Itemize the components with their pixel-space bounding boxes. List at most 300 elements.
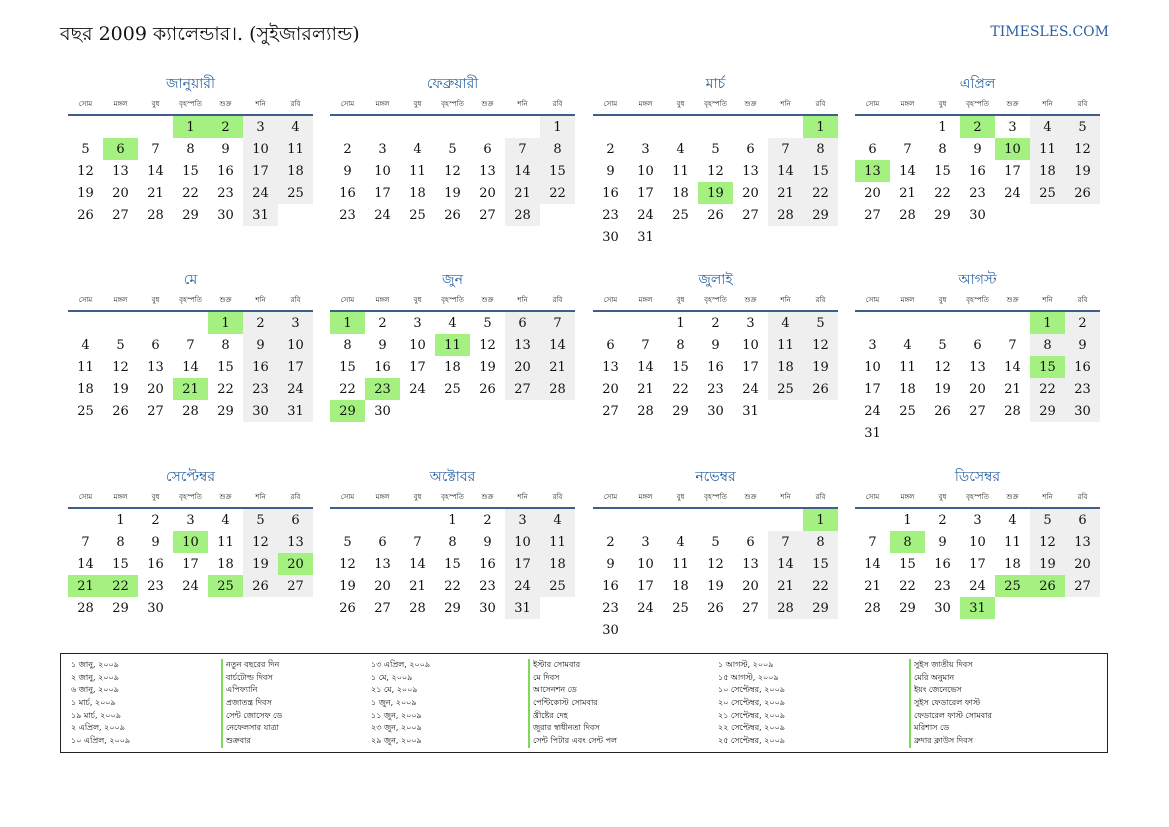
day-cell[interactable]: 16 [243, 356, 278, 378]
day-cell[interactable]: 27 [1065, 575, 1100, 597]
day-cell[interactable]: 3 [641, 141, 650, 157]
day-cell[interactable]: 5 [243, 509, 278, 531]
day-cell[interactable]: 7 [505, 138, 540, 160]
day-cell[interactable]: 29 [803, 597, 838, 619]
day-cell[interactable]: 11 [672, 163, 689, 179]
day-cell[interactable]: 5 [711, 141, 720, 157]
day-cell[interactable]: 26 [934, 403, 951, 419]
day-cell[interactable]: 20 [742, 578, 759, 594]
day-cell[interactable]: 21 [505, 182, 540, 204]
day-cell[interactable]: 12 [1065, 138, 1100, 160]
day-cell[interactable]: 22 [182, 185, 199, 201]
day-cell[interactable]: 29 [803, 204, 838, 226]
day-cell[interactable]: 21 [173, 378, 208, 400]
day-cell[interactable]: 8 [890, 531, 925, 553]
day-cell[interactable]: 28 [182, 403, 199, 419]
day-cell[interactable]: 13 [147, 359, 164, 375]
day-cell[interactable]: 20 [1065, 553, 1100, 575]
day-cell[interactable]: 27 [505, 378, 540, 400]
day-cell[interactable]: 31 [243, 204, 278, 226]
day-cell[interactable]: 12 [707, 556, 724, 572]
day-cell[interactable]: 20 [374, 578, 391, 594]
day-cell[interactable]: 3 [505, 509, 540, 531]
day-cell[interactable]: 7 [768, 531, 803, 553]
day-cell[interactable]: 25 [409, 207, 426, 223]
day-cell[interactable]: 13 [742, 556, 759, 572]
day-cell[interactable]: 2 [208, 116, 243, 138]
day-cell[interactable]: 23 [707, 381, 724, 397]
day-cell[interactable]: 8 [540, 138, 575, 160]
day-cell[interactable]: 9 [1065, 334, 1100, 356]
day-cell[interactable]: 17 [637, 185, 654, 201]
day-cell[interactable]: 27 [278, 575, 313, 597]
day-cell[interactable]: 19 [934, 381, 951, 397]
day-cell[interactable]: 27 [112, 207, 129, 223]
day-cell[interactable]: 27 [374, 600, 391, 616]
day-cell[interactable]: 29 [899, 600, 916, 616]
day-cell[interactable]: 26 [1065, 182, 1100, 204]
day-cell[interactable]: 28 [768, 597, 803, 619]
day-cell[interactable]: 16 [602, 185, 619, 201]
day-cell[interactable]: 28 [1004, 403, 1021, 419]
day-cell[interactable]: 29 [330, 400, 365, 422]
day-cell[interactable]: 25 [672, 207, 689, 223]
day-cell[interactable]: 8 [1030, 334, 1065, 356]
day-cell[interactable]: 26 [479, 381, 496, 397]
day-cell[interactable]: 16 [969, 163, 986, 179]
day-cell[interactable]: 19 [77, 185, 94, 201]
day-cell[interactable]: 7 [768, 138, 803, 160]
day-cell[interactable]: 8 [343, 337, 352, 353]
day-cell[interactable]: 17 [374, 185, 391, 201]
day-cell[interactable]: 18 [278, 160, 313, 182]
day-cell[interactable]: 18 [672, 578, 689, 594]
day-cell[interactable]: 18 [77, 381, 94, 397]
day-cell[interactable]: 28 [77, 600, 94, 616]
day-cell[interactable]: 27 [969, 403, 986, 419]
day-cell[interactable]: 9 [483, 534, 492, 550]
day-cell[interactable]: 7 [1008, 337, 1017, 353]
day-cell[interactable]: 20 [505, 356, 540, 378]
day-cell[interactable]: 1 [173, 116, 208, 138]
day-cell[interactable]: 9 [606, 556, 615, 572]
day-cell[interactable]: 22 [934, 185, 951, 201]
day-cell[interactable]: 16 [217, 163, 234, 179]
day-cell[interactable]: 5 [1065, 116, 1100, 138]
day-cell[interactable]: 14 [505, 160, 540, 182]
day-cell[interactable]: 11 [1030, 138, 1065, 160]
day-cell[interactable]: 26 [707, 600, 724, 616]
day-cell[interactable]: 24 [409, 381, 426, 397]
day-cell[interactable]: 26 [112, 403, 129, 419]
day-cell[interactable]: 15 [1030, 356, 1065, 378]
day-cell[interactable]: 9 [151, 534, 160, 550]
day-cell[interactable]: 18 [409, 185, 426, 201]
day-cell[interactable]: 11 [278, 138, 313, 160]
day-cell[interactable]: 23 [243, 378, 278, 400]
day-cell[interactable]: 29 [672, 403, 689, 419]
day-cell[interactable]: 17 [637, 578, 654, 594]
day-cell[interactable]: 20 [479, 185, 496, 201]
day-cell[interactable]: 21 [1004, 381, 1021, 397]
day-cell[interactable]: 2 [960, 116, 995, 138]
day-cell[interactable]: 4 [278, 116, 313, 138]
day-cell[interactable]: 11 [409, 163, 426, 179]
day-cell[interactable]: 30 [602, 622, 619, 638]
day-cell[interactable]: 10 [173, 531, 208, 553]
day-cell[interactable]: 5 [1030, 509, 1065, 531]
day-cell[interactable]: 3 [1008, 119, 1017, 135]
day-cell[interactable]: 25 [995, 575, 1030, 597]
day-cell[interactable]: 13 [1065, 531, 1100, 553]
day-cell[interactable]: 23 [147, 578, 164, 594]
day-cell[interactable]: 26 [243, 575, 278, 597]
day-cell[interactable]: 30 [707, 403, 724, 419]
day-cell[interactable]: 26 [1030, 575, 1065, 597]
day-cell[interactable]: 24 [637, 600, 654, 616]
day-cell[interactable]: 21 [68, 575, 103, 597]
day-cell[interactable]: 8 [221, 337, 230, 353]
day-cell[interactable]: 2 [1065, 312, 1100, 334]
day-cell[interactable]: 15 [339, 359, 356, 375]
day-cell[interactable]: 19 [1065, 160, 1100, 182]
day-cell[interactable]: 25 [444, 381, 461, 397]
day-cell[interactable]: 23 [217, 185, 234, 201]
day-cell[interactable]: 24 [182, 578, 199, 594]
day-cell[interactable]: 3 [378, 141, 387, 157]
day-cell[interactable]: 28 [505, 204, 540, 226]
day-cell[interactable]: 29 [112, 600, 129, 616]
day-cell[interactable]: 19 [479, 359, 496, 375]
day-cell[interactable]: 11 [768, 334, 803, 356]
day-cell[interactable]: 19 [803, 356, 838, 378]
day-cell[interactable]: 8 [116, 534, 125, 550]
day-cell[interactable]: 20 [112, 185, 129, 201]
day-cell[interactable]: 22 [803, 182, 838, 204]
day-cell[interactable]: 4 [448, 315, 457, 331]
day-cell[interactable]: 24 [505, 575, 540, 597]
day-cell[interactable]: 24 [864, 403, 881, 419]
day-cell[interactable]: 24 [278, 378, 313, 400]
day-cell[interactable]: 10 [742, 337, 759, 353]
day-cell[interactable]: 22 [899, 578, 916, 594]
day-cell[interactable]: 12 [444, 163, 461, 179]
day-cell[interactable]: 26 [707, 207, 724, 223]
day-cell[interactable]: 2 [606, 141, 615, 157]
day-cell[interactable]: 9 [243, 334, 278, 356]
day-cell[interactable]: 13 [112, 163, 129, 179]
day-cell[interactable]: 14 [637, 359, 654, 375]
day-cell[interactable]: 25 [540, 575, 575, 597]
day-cell[interactable]: 27 [742, 207, 759, 223]
day-cell[interactable]: 2 [243, 312, 278, 334]
day-cell[interactable]: 23 [339, 207, 356, 223]
day-cell[interactable]: 10 [505, 531, 540, 553]
day-cell[interactable]: 4 [540, 509, 575, 531]
day-cell[interactable]: 16 [707, 359, 724, 375]
day-cell[interactable]: 7 [81, 534, 90, 550]
day-cell[interactable]: 19 [1030, 553, 1065, 575]
day-cell[interactable]: 10 [243, 138, 278, 160]
day-cell[interactable]: 29 [182, 207, 199, 223]
day-cell[interactable]: 17 [742, 359, 759, 375]
day-cell[interactable]: 15 [217, 359, 234, 375]
day-cell[interactable]: 5 [448, 141, 457, 157]
day-cell[interactable]: 4 [768, 312, 803, 334]
day-cell[interactable]: 8 [803, 138, 838, 160]
day-cell[interactable]: 7 [868, 534, 877, 550]
day-cell[interactable]: 31 [278, 400, 313, 422]
day-cell[interactable]: 11 [899, 359, 916, 375]
day-cell[interactable]: 13 [969, 359, 986, 375]
day-cell[interactable]: 3 [243, 116, 278, 138]
day-cell[interactable]: 18 [1030, 160, 1065, 182]
day-cell[interactable]: 6 [505, 312, 540, 334]
day-cell[interactable]: 8 [676, 337, 685, 353]
day-cell[interactable]: 26 [444, 207, 461, 223]
day-cell[interactable]: 14 [540, 334, 575, 356]
day-cell[interactable]: 28 [637, 403, 654, 419]
day-cell[interactable]: 29 [1030, 400, 1065, 422]
day-cell[interactable]: 26 [803, 378, 838, 400]
day-cell[interactable]: 1 [448, 512, 457, 528]
day-cell[interactable]: 13 [602, 359, 619, 375]
day-cell[interactable]: 1 [803, 509, 838, 531]
day-cell[interactable]: 13 [855, 160, 890, 182]
day-cell[interactable]: 23 [602, 600, 619, 616]
day-cell[interactable]: 10 [864, 359, 881, 375]
day-cell[interactable]: 22 [540, 182, 575, 204]
day-cell[interactable]: 29 [444, 600, 461, 616]
day-cell[interactable]: 12 [1030, 531, 1065, 553]
day-cell[interactable]: 18 [540, 553, 575, 575]
day-cell[interactable]: 20 [147, 381, 164, 397]
day-cell[interactable]: 5 [116, 337, 125, 353]
day-cell[interactable]: 9 [343, 163, 352, 179]
day-cell[interactable]: 12 [112, 359, 129, 375]
day-cell[interactable]: 21 [147, 185, 164, 201]
day-cell[interactable]: 6 [483, 141, 492, 157]
day-cell[interactable]: 11 [1004, 534, 1021, 550]
day-cell[interactable]: 14 [182, 359, 199, 375]
day-cell[interactable]: 14 [864, 556, 881, 572]
day-cell[interactable]: 21 [768, 575, 803, 597]
day-cell[interactable]: 10 [409, 337, 426, 353]
day-cell[interactable]: 30 [969, 207, 986, 223]
day-cell[interactable]: 7 [540, 312, 575, 334]
day-cell[interactable]: 24 [1004, 185, 1021, 201]
day-cell[interactable]: 18 [899, 381, 916, 397]
day-cell[interactable]: 13 [278, 531, 313, 553]
day-cell[interactable]: 16 [374, 359, 391, 375]
day-cell[interactable]: 13 [479, 163, 496, 179]
day-cell[interactable]: 14 [899, 163, 916, 179]
day-cell[interactable]: 22 [803, 575, 838, 597]
day-cell[interactable]: 25 [768, 378, 803, 400]
day-cell[interactable]: 19 [444, 185, 461, 201]
day-cell[interactable]: 31 [505, 597, 540, 619]
day-cell[interactable]: 1 [116, 512, 125, 528]
day-cell[interactable]: 6 [746, 141, 755, 157]
day-cell[interactable]: 30 [147, 600, 164, 616]
day-cell[interactable]: 18 [672, 185, 689, 201]
day-cell[interactable]: 22 [217, 381, 234, 397]
day-cell[interactable]: 17 [182, 556, 199, 572]
day-cell[interactable]: 27 [479, 207, 496, 223]
day-cell[interactable]: 14 [768, 553, 803, 575]
day-cell[interactable]: 10 [374, 163, 391, 179]
day-cell[interactable]: 16 [479, 556, 496, 572]
day-cell[interactable]: 15 [672, 359, 689, 375]
day-cell[interactable]: 6 [606, 337, 615, 353]
day-cell[interactable]: 3 [868, 337, 877, 353]
day-cell[interactable]: 5 [483, 315, 492, 331]
site-link[interactable]: TIMESLES.COM [990, 24, 1109, 40]
day-cell[interactable]: 17 [243, 160, 278, 182]
day-cell[interactable]: 25 [899, 403, 916, 419]
day-cell[interactable]: 30 [934, 600, 951, 616]
day-cell[interactable]: 25 [672, 600, 689, 616]
day-cell[interactable]: 18 [217, 556, 234, 572]
day-cell[interactable]: 22 [339, 381, 356, 397]
day-cell[interactable]: 14 [768, 160, 803, 182]
day-cell[interactable]: 16 [934, 556, 951, 572]
day-cell[interactable]: 19 [112, 381, 129, 397]
day-cell[interactable]: 21 [768, 182, 803, 204]
day-cell[interactable]: 6 [151, 337, 160, 353]
day-cell[interactable]: 27 [147, 403, 164, 419]
day-cell[interactable]: 4 [81, 337, 90, 353]
day-cell[interactable]: 8 [803, 531, 838, 553]
day-cell[interactable]: 7 [903, 141, 912, 157]
day-cell[interactable]: 27 [864, 207, 881, 223]
day-cell[interactable]: 23 [969, 185, 986, 201]
day-cell[interactable]: 2 [938, 512, 947, 528]
day-cell[interactable]: 11 [672, 556, 689, 572]
day-cell[interactable]: 5 [938, 337, 947, 353]
day-cell[interactable]: 13 [742, 163, 759, 179]
day-cell[interactable]: 7 [151, 141, 160, 157]
day-cell[interactable]: 22 [444, 578, 461, 594]
day-cell[interactable]: 9 [711, 337, 720, 353]
day-cell[interactable]: 2 [378, 315, 387, 331]
day-cell[interactable]: 14 [77, 556, 94, 572]
day-cell[interactable]: 11 [540, 531, 575, 553]
day-cell[interactable]: 17 [278, 356, 313, 378]
day-cell[interactable]: 23 [365, 378, 400, 400]
day-cell[interactable]: 18 [444, 359, 461, 375]
day-cell[interactable]: 3 [413, 315, 422, 331]
day-cell[interactable]: 13 [374, 556, 391, 572]
day-cell[interactable]: 16 [1065, 356, 1100, 378]
day-cell[interactable]: 7 [413, 534, 422, 550]
day-cell[interactable]: 12 [934, 359, 951, 375]
day-cell[interactable]: 8 [186, 141, 195, 157]
day-cell[interactable]: 17 [969, 556, 986, 572]
day-cell[interactable]: 27 [742, 600, 759, 616]
day-cell[interactable]: 19 [243, 553, 278, 575]
day-cell[interactable]: 2 [711, 315, 720, 331]
day-cell[interactable]: 17 [409, 359, 426, 375]
day-cell[interactable]: 25 [77, 403, 94, 419]
day-cell[interactable]: 14 [409, 556, 426, 572]
day-cell[interactable]: 26 [77, 207, 94, 223]
day-cell[interactable]: 28 [409, 600, 426, 616]
day-cell[interactable]: 30 [374, 403, 391, 419]
day-cell[interactable]: 1 [903, 512, 912, 528]
day-cell[interactable]: 28 [768, 204, 803, 226]
day-cell[interactable]: 21 [637, 381, 654, 397]
day-cell[interactable]: 1 [208, 312, 243, 334]
day-cell[interactable]: 31 [960, 597, 995, 619]
day-cell[interactable]: 10 [278, 334, 313, 356]
day-cell[interactable]: 31 [742, 403, 759, 419]
day-cell[interactable]: 24 [969, 578, 986, 594]
day-cell[interactable]: 18 [768, 356, 803, 378]
day-cell[interactable]: 15 [803, 160, 838, 182]
day-cell[interactable]: 5 [803, 312, 838, 334]
day-cell[interactable]: 12 [243, 531, 278, 553]
day-cell[interactable]: 5 [711, 534, 720, 550]
day-cell[interactable]: 12 [803, 334, 838, 356]
day-cell[interactable]: 20 [602, 381, 619, 397]
day-cell[interactable]: 4 [1008, 512, 1017, 528]
day-cell[interactable]: 30 [1065, 400, 1100, 422]
day-cell[interactable]: 10 [995, 138, 1030, 160]
day-cell[interactable]: 4 [676, 534, 685, 550]
day-cell[interactable]: 30 [602, 229, 619, 245]
day-cell[interactable]: 15 [112, 556, 129, 572]
day-cell[interactable]: 10 [637, 163, 654, 179]
day-cell[interactable]: 29 [934, 207, 951, 223]
day-cell[interactable]: 25 [278, 182, 313, 204]
day-cell[interactable]: 20 [278, 553, 313, 575]
day-cell[interactable]: 22 [103, 575, 138, 597]
day-cell[interactable]: 6 [746, 534, 755, 550]
day-cell[interactable]: 1 [938, 119, 947, 135]
day-cell[interactable]: 12 [479, 337, 496, 353]
day-cell[interactable]: 27 [602, 403, 619, 419]
day-cell[interactable]: 17 [1004, 163, 1021, 179]
day-cell[interactable]: 7 [186, 337, 195, 353]
day-cell[interactable]: 4 [221, 512, 230, 528]
day-cell[interactable]: 11 [217, 534, 234, 550]
day-cell[interactable]: 28 [899, 207, 916, 223]
day-cell[interactable]: 15 [182, 163, 199, 179]
day-cell[interactable]: 21 [899, 185, 916, 201]
day-cell[interactable]: 25 [1030, 182, 1065, 204]
day-cell[interactable]: 1 [803, 116, 838, 138]
day-cell[interactable]: 16 [339, 185, 356, 201]
day-cell[interactable]: 17 [505, 553, 540, 575]
day-cell[interactable]: 12 [339, 556, 356, 572]
day-cell[interactable]: 4 [1030, 116, 1065, 138]
day-cell[interactable]: 6 [278, 509, 313, 531]
day-cell[interactable]: 29 [217, 403, 234, 419]
day-cell[interactable]: 21 [864, 578, 881, 594]
day-cell[interactable]: 3 [186, 512, 195, 528]
day-cell[interactable]: 11 [77, 359, 94, 375]
day-cell[interactable]: 18 [1004, 556, 1021, 572]
day-cell[interactable]: 28 [864, 600, 881, 616]
day-cell[interactable]: 23 [1065, 378, 1100, 400]
day-cell[interactable]: 26 [339, 600, 356, 616]
day-cell[interactable]: 7 [641, 337, 650, 353]
day-cell[interactable]: 9 [378, 337, 387, 353]
day-cell[interactable]: 1 [1030, 312, 1065, 334]
day-cell[interactable]: 3 [973, 512, 982, 528]
day-cell[interactable]: 3 [278, 312, 313, 334]
